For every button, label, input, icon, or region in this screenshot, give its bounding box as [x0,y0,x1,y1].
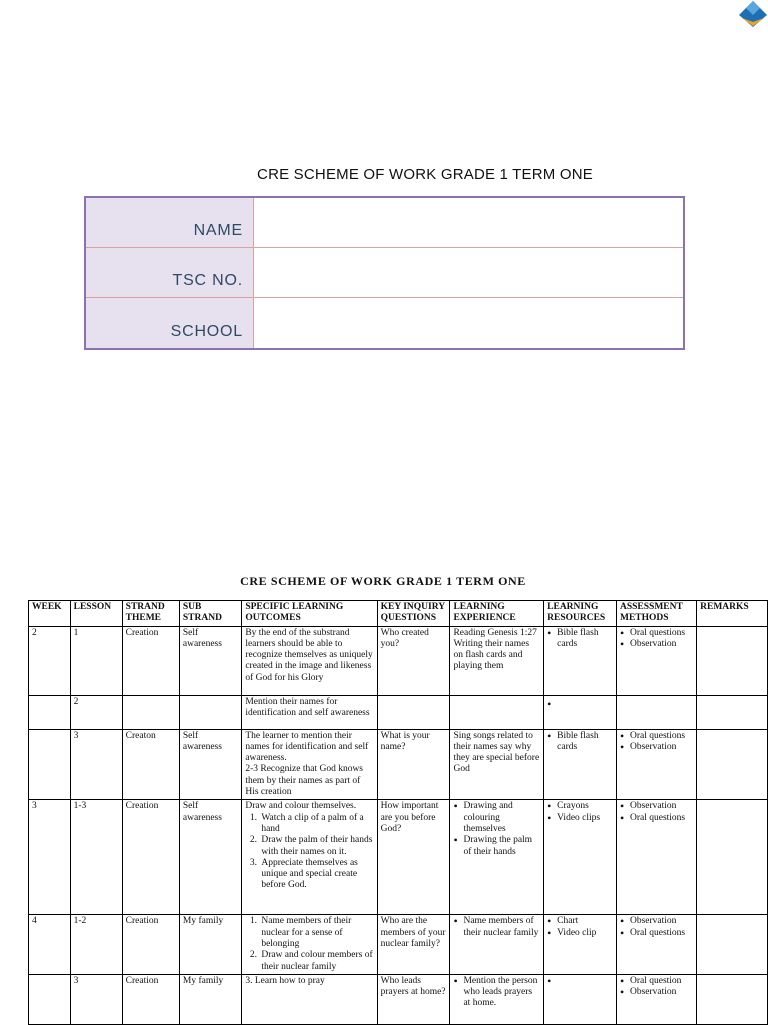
header-strand: STRAND THEME [122,601,179,627]
cell-outcomes: Mention their names for identification and self awareness [242,695,377,729]
header-assessment: ASSESSMENT METHODS [616,601,696,627]
cell-resources [544,800,617,915]
cell-experience: Sing songs related to their names say why they are special before God [450,729,544,800]
tsc-label: TSC NO. [86,248,254,297]
list-item: • Observation [626,987,693,998]
cell-lesson: 3 [70,729,122,800]
list-item: 2. Draw the palm of their hands with their names on it. [259,835,373,858]
cell-lesson: 1-3 [70,800,122,915]
cell-outcomes [242,800,377,915]
cell-assessment [616,974,696,1024]
list-item: • Video clip [553,928,613,939]
cell-strand [122,695,179,729]
list-item: • Video clips [553,813,613,824]
table-row [29,974,768,1024]
cell-assessment [616,915,696,974]
cell-week: 3 [29,800,71,915]
cell-lesson: 1 [70,626,122,695]
cell-remarks [697,974,768,1024]
table-row [29,915,768,974]
list-item: • Mention the person who leads prayers at home. [459,976,540,1010]
cell-lesson: 1-2 [70,915,122,974]
school-row [86,298,683,348]
list-item: • Oral questions [626,731,693,742]
outcome-text: 2-3 Recognize that God knows them by their names as part of His creation [245,764,363,798]
name-label: NAME [86,198,254,247]
table-row [29,626,768,695]
tsc-row [86,248,683,298]
cell-questions: Who leads prayers at home? [377,974,450,1024]
cell-questions: What is your name? [377,729,450,800]
cell-experience [450,800,544,915]
cell-resources [544,695,617,729]
outcome-text: The learner to mention their names for identification and self awareness. [245,730,369,764]
name-row [86,198,683,248]
teacher-info-box [84,196,685,350]
cell-remarks [697,695,768,729]
scheme-of-work-table [28,600,768,1025]
header-experience: LEARNING EXPERIENCE [450,601,544,627]
header-sub-strand: SUB STRAND [179,601,241,627]
document-title: CRE SCHEME OF WORK GRADE 1 TERM ONE [257,166,593,183]
list-item: • Crayons [553,801,613,812]
list-item: • Oral questions [626,813,693,824]
cell-outcomes: By the end of the substrand learners should be able to recognize themselves as uniquely created in the image and likeness of God for his Glory [242,626,377,695]
list-item: • Bible flash cards [553,731,613,754]
cell-sub-strand: Self awareness [179,800,241,915]
outcome-text: Draw and colour themselves. [245,801,357,812]
cell-sub-strand: Self awareness [179,729,241,800]
cell-sub-strand: Self awareness [179,626,241,695]
cell-assessment [616,729,696,800]
list-item: • Bible flash cards [553,628,613,651]
cell-questions [377,695,450,729]
list-item: 2. Draw and colour members of their nuclear family [259,950,373,973]
cell-assessment [616,695,696,729]
table-header-row [29,601,768,627]
header-week: WEEK [29,601,71,627]
cell-strand: Creation [122,915,179,974]
cell-resources [544,974,617,1024]
list-item: • Drawing and colouring themselves [459,801,540,835]
cell-resources [544,626,617,695]
cell-remarks [697,729,768,800]
cell-lesson: 3 [70,974,122,1024]
list-item: • Oral question [626,976,693,987]
cell-assessment [616,626,696,695]
scheme-title: CRE SCHEME OF WORK GRADE 1 TERM ONE [240,574,526,588]
cell-strand: Creation [122,800,179,915]
cell-strand: Creation [122,626,179,695]
header-outcomes: SPECIFIC LEARNING OUTCOMES [242,601,377,627]
header-lesson: LESSON [70,601,122,627]
list-item: • Name members of their nuclear family [459,916,540,939]
table-row [29,729,768,800]
cell-experience [450,974,544,1024]
list-item: • Observation [626,742,693,753]
cell-experience [450,915,544,974]
cell-experience: Reading Genesis 1:27 Writing their names on flash cards and playing them [450,626,544,695]
list-item: • Observation [626,916,693,927]
cell-outcomes: 3. Learn how to pray [242,974,377,1024]
cell-week: 2 [29,626,71,695]
cell-remarks [697,915,768,974]
cell-outcomes [242,915,377,974]
list-item: 3. Appreciate themselves as unique and special create before God. [259,858,373,892]
cell-questions: Who created you? [377,626,450,695]
cell-week [29,729,71,800]
header-questions: KEY INQUIRY QUESTIONS [377,601,450,627]
cell-outcomes [242,729,377,800]
list-item: 1. Name members of their nuclear for a sense of belonging [259,916,373,950]
cell-experience [450,695,544,729]
cell-resources [544,729,617,800]
list-item: 1. Watch a clip of a palm of a hand [259,813,373,836]
cell-resources [544,915,617,974]
table-row [29,695,768,729]
cell-week [29,695,71,729]
diamond-logo-icon [738,0,768,28]
cell-remarks [697,800,768,915]
cell-lesson: 2 [70,695,122,729]
cell-assessment [616,800,696,915]
header-resources: LEARNING RESOURCES [544,601,617,627]
list-item: • Oral questions [626,928,693,939]
header-remarks: REMARKS [697,601,768,627]
cell-strand: Creaton [122,729,179,800]
list-item: • Chart [553,916,613,927]
cell-week [29,974,71,1024]
school-label: SCHOOL [86,298,254,348]
cell-sub-strand: My family [179,915,241,974]
name-field[interactable] [254,198,683,247]
list-item: • Observation [626,801,693,812]
table-row [29,800,768,915]
cell-strand: Creation [122,974,179,1024]
cell-sub-strand [179,695,241,729]
cell-questions: How important are you before God? [377,800,450,915]
list-item: • Oral questions [626,628,693,639]
cell-week: 4 [29,915,71,974]
tsc-field[interactable] [254,248,683,297]
list-item: • Drawing the palm of their hands [459,835,540,858]
cell-remarks [697,626,768,695]
list-item: • Observation [626,639,693,650]
cell-questions: Who are the members of your nuclear family? [377,915,450,974]
school-field[interactable] [254,298,683,348]
cell-sub-strand: My family [179,974,241,1024]
